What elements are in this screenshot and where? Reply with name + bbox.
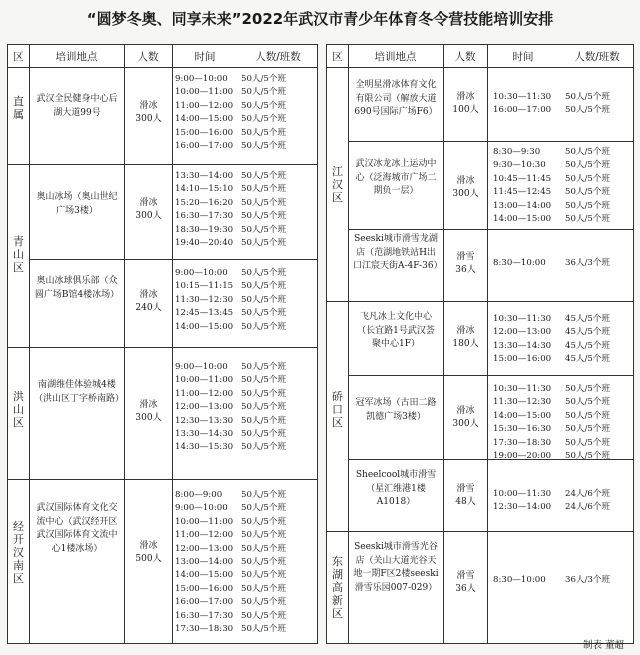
quota-value: 50人/5个班 — [241, 388, 287, 399]
quota-value: 50人/5个班 — [565, 384, 611, 394]
schedule-row — [493, 450, 610, 463]
schedule-row — [493, 437, 610, 450]
training-location: 飞凡冰上文化中心（长宜路1号武汉荟聚中心1F） — [357, 312, 435, 349]
time-slot: 8:30—9:30 — [493, 147, 541, 157]
time-slot: 9:00—10:00 — [175, 503, 228, 514]
time-slot: 12:30—14:00 — [493, 502, 552, 513]
page-title: “圆梦冬奥、同享未来”2022年武汉市青少年体育冬令营技能培训安排 — [86, 10, 554, 28]
quota-value: 50人/5个班 — [241, 557, 287, 568]
header-time: 时间 — [512, 51, 534, 63]
people-count: 500人 — [135, 554, 162, 564]
training-location: 南湖维佳体验城4楼（洪山区丁字桥南路） — [34, 380, 125, 404]
training-location: 奥山冰球俱乐部（众圆广场B馆4楼冰场） — [34, 276, 120, 300]
right-schedule-table — [326, 44, 634, 644]
schedule-row — [175, 401, 286, 414]
people-count: 36人 — [455, 265, 476, 275]
schedule-row — [175, 237, 286, 250]
schedule-row — [493, 396, 610, 409]
schedule-row — [175, 294, 286, 307]
schedule-row — [175, 569, 286, 582]
quota-value: 50人/5个班 — [241, 321, 287, 332]
schedule-row — [175, 73, 286, 86]
schedule-row — [175, 361, 286, 374]
time-slot: 11:45—12:45 — [493, 187, 552, 198]
schedule-rows — [493, 383, 610, 463]
schedule-row — [493, 313, 610, 326]
schedule-row — [493, 91, 610, 104]
schedule-row — [175, 428, 286, 441]
schedule-row — [493, 326, 610, 339]
schedule-row — [175, 170, 286, 183]
schedule-rows — [493, 488, 610, 515]
quota-value: 45人/5个班 — [565, 354, 611, 365]
quota-value: 50人/5个班 — [241, 197, 287, 208]
training-location: 武汉全民健身中心后湖大道99号 — [36, 94, 118, 118]
time-slot: 10:30—11:30 — [493, 92, 552, 102]
time-slot: 15:00—16:00 — [175, 127, 234, 138]
sport-type: 滑冰 — [139, 290, 158, 300]
quota-value: 45人/5个班 — [565, 340, 611, 351]
training-location: 奥山冰场（奥山世纪广场3楼） — [36, 192, 118, 216]
time-slot: 8:30—10:00 — [493, 258, 546, 268]
schedule-rows — [493, 257, 610, 270]
time-slot: 14:10—15:10 — [175, 184, 234, 195]
schedule-row — [493, 146, 610, 159]
table-header — [8, 45, 317, 68]
time-slot: 10:00—11:00 — [175, 516, 234, 527]
schedule-row — [493, 353, 610, 366]
schedule-row — [175, 502, 286, 515]
district-label: 经开汉南区 — [13, 520, 24, 585]
people-count: 300人 — [135, 413, 162, 423]
quota-value: 50人/5个班 — [241, 530, 287, 541]
time-slot: 15:00—16:00 — [175, 583, 234, 594]
schedule-row — [175, 388, 286, 401]
time-slot: 13:30—14:30 — [493, 340, 552, 351]
quota-value: 50人/5个班 — [241, 624, 287, 635]
training-location: Sheelcool城市滑雪（星汇维港1楼A1018） — [355, 470, 437, 507]
time-slot: 19:00—20:00 — [493, 451, 552, 462]
sport-type: 滑冰 — [139, 400, 158, 410]
schedule-row — [493, 383, 610, 396]
district-label: 洪山区 — [13, 390, 24, 429]
time-slot: 12:45—13:45 — [175, 308, 234, 319]
time-slot: 14:00—15:00 — [493, 410, 552, 421]
quota-value: 36人/3个班 — [565, 258, 611, 268]
schedule-row — [175, 374, 286, 387]
quota-value: 50人/5个班 — [241, 171, 287, 181]
quota-value: 50人/5个班 — [241, 268, 287, 278]
time-slot: 12:00—13:00 — [175, 543, 234, 554]
quota-value: 50人/5个班 — [241, 74, 287, 84]
quota-value: 50人/5个班 — [565, 397, 611, 408]
sport-type: 滑雪 — [456, 252, 475, 262]
quota-value: 50人/5个班 — [241, 294, 287, 305]
credit-footer: 制表 董超 — [582, 640, 624, 651]
time-slot: 12:00—13:00 — [175, 402, 234, 413]
people-count: 300人 — [135, 114, 162, 124]
schedule-row — [175, 224, 286, 237]
sport-type: 滑冰 — [456, 326, 475, 336]
schedule-row — [175, 516, 286, 529]
training-location: 全明星滑冰体育文化有限公司（解放大道690号国际广场F6） — [354, 80, 438, 117]
training-location: Seeski城市滑雪光谷店（关山大道光谷天地一期F区2楼seeski滑雪乐园007-029） — [353, 542, 439, 593]
header-district: 区 — [13, 51, 24, 63]
quota-value: 36人/3个班 — [565, 575, 611, 585]
schedule-row — [175, 307, 286, 320]
time-slot: 16:00—17:00 — [175, 597, 234, 608]
quota-value: 50人/5个班 — [241, 516, 287, 527]
schedule-rows — [493, 313, 610, 367]
people-count: 300人 — [135, 211, 162, 221]
schedule-rows — [175, 361, 286, 455]
time-slot: 13:00—14:00 — [175, 557, 234, 568]
quota-value: 50人/5个班 — [241, 100, 287, 111]
people-count: 48人 — [455, 497, 476, 507]
schedule-row — [175, 441, 286, 454]
header-time: 时间 — [194, 51, 216, 63]
people-count: 300人 — [452, 189, 479, 199]
schedule-row — [493, 340, 610, 353]
quota-value: 50人/5个班 — [241, 141, 287, 152]
time-slot: 9:00—10:00 — [175, 268, 228, 278]
time-slot: 11:00—12:00 — [175, 100, 234, 111]
quota-value: 50人/5个班 — [241, 402, 287, 413]
schedule-row — [175, 127, 286, 140]
schedule-row — [175, 556, 286, 569]
district-label: 江汉区 — [332, 165, 343, 204]
schedule-rows — [175, 73, 286, 153]
district-label: 东湖高新区 — [332, 555, 343, 620]
quota-value: 50人/5个班 — [241, 362, 287, 372]
sport-type: 滑冰 — [456, 92, 475, 102]
time-slot: 10:15—11:15 — [175, 281, 234, 292]
header-location: 培训地点 — [55, 51, 98, 63]
schedule-row — [493, 186, 610, 199]
schedule-rows — [175, 170, 286, 250]
time-slot: 16:30—17:30 — [175, 610, 234, 621]
header-quota: 人数/班数 — [574, 51, 620, 63]
time-slot: 9:30—10:30 — [493, 160, 546, 171]
header-people: 人数 — [454, 51, 476, 63]
time-slot: 14:00—15:00 — [175, 321, 234, 332]
district-label: 硚口区 — [332, 390, 343, 429]
time-slot: 16:00—17:00 — [175, 141, 234, 152]
time-slot: 11:00—12:00 — [175, 388, 234, 399]
quota-value: 50人/5个班 — [565, 451, 611, 462]
schedule-row — [493, 410, 610, 423]
quota-value: 50人/5个班 — [565, 147, 611, 157]
quota-value: 50人/5个班 — [241, 415, 287, 426]
training-location: 冠军冰场（古田二路凯德广场3楼） — [355, 398, 437, 422]
time-slot: 17:30—18:30 — [175, 624, 234, 635]
time-slot: 11:30—12:30 — [175, 294, 234, 305]
schedule-row — [175, 86, 286, 99]
quota-value: 50人/5个班 — [241, 375, 287, 386]
sport-type: 滑雪 — [456, 484, 475, 494]
schedule-rows — [175, 489, 286, 636]
schedule-row — [175, 197, 286, 210]
quota-value: 50人/5个班 — [565, 160, 611, 171]
quota-value: 50人/5个班 — [241, 308, 287, 319]
quota-value: 50人/5个班 — [241, 610, 287, 621]
quota-value: 50人/5个班 — [565, 105, 611, 116]
quota-value: 50人/5个班 — [241, 114, 287, 125]
time-slot: 15:20—16:20 — [175, 197, 234, 208]
sport-type: 滑冰 — [139, 541, 158, 551]
time-slot: 15:30—16:30 — [493, 424, 552, 435]
quota-value: 50人/5个班 — [241, 211, 287, 222]
sport-type: 滑冰 — [139, 198, 158, 208]
sport-type: 滑冰 — [456, 406, 475, 416]
time-slot: 13:30—14:30 — [175, 429, 234, 440]
time-slot: 14:00—15:00 — [175, 114, 234, 125]
quota-value: 50人/5个班 — [565, 187, 611, 198]
quota-value: 45人/5个班 — [565, 327, 611, 338]
quota-value: 50人/5个班 — [241, 503, 287, 514]
quota-value: 50人/5个班 — [241, 184, 287, 195]
sport-type: 滑冰 — [139, 101, 158, 111]
schedule-rows — [493, 574, 610, 587]
schedule-row — [175, 280, 286, 293]
time-slot: 8:00—9:00 — [175, 490, 223, 500]
schedule-row — [175, 596, 286, 609]
schedule-row — [175, 113, 286, 126]
quota-value: 24人/6个班 — [565, 489, 611, 499]
district-label: 直属 — [13, 95, 24, 121]
schedule-rows — [175, 267, 286, 334]
quota-value: 50人/5个班 — [565, 173, 611, 184]
time-slot: 10:00—11:30 — [493, 489, 552, 499]
quota-value: 50人/5个班 — [565, 200, 611, 211]
time-slot: 14:00—15:00 — [493, 214, 552, 225]
time-slot: 16:00—17:00 — [493, 105, 552, 116]
training-location: Seeski城市滑雪龙湖店（范湖地铁站H出口江宸天街A-4F-36） — [353, 234, 443, 271]
time-slot: 10:00—11:00 — [175, 87, 234, 98]
time-slot: 17:30—18:30 — [493, 437, 552, 448]
quota-value: 50人/5个班 — [241, 281, 287, 292]
quota-value: 50人/5个班 — [241, 224, 287, 235]
header-location: 培训地点 — [374, 51, 417, 63]
schedule-row — [175, 623, 286, 636]
time-slot: 13:30—14:00 — [175, 171, 234, 181]
header-people: 人数 — [137, 51, 159, 63]
quota-value: 50人/5个班 — [565, 410, 611, 421]
schedule-row — [175, 529, 286, 542]
training-location: 武汉国际体育文化交流中心（武汉经开区武汉国际体育文流中心1楼冰场） — [36, 503, 118, 554]
time-slot: 12:30—13:30 — [175, 415, 234, 426]
quota-value: 50人/5个班 — [241, 570, 287, 581]
quota-value: 50人/5个班 — [241, 583, 287, 594]
schedule-row — [175, 267, 286, 280]
schedule-rows — [493, 91, 610, 118]
quota-value: 50人/5个班 — [241, 442, 287, 453]
schedule-row — [493, 159, 610, 172]
time-slot: 9:00—10:00 — [175, 362, 228, 372]
schedule-row — [175, 543, 286, 556]
left-schedule-table — [7, 44, 318, 644]
schedule-row — [493, 574, 610, 587]
people-count: 240人 — [135, 303, 162, 313]
time-slot: 11:30—12:30 — [493, 397, 552, 408]
schedule-row — [493, 423, 610, 436]
schedule-row — [175, 183, 286, 196]
time-slot: 16:30—17:30 — [175, 211, 234, 222]
schedule-row — [175, 583, 286, 596]
header-district: 区 — [332, 51, 343, 63]
district-label: 青山区 — [13, 235, 24, 274]
time-slot: 10:00—11:00 — [175, 375, 234, 386]
header-quota: 人数/班数 — [255, 51, 301, 63]
people-count: 100人 — [452, 105, 479, 115]
quota-value: 50人/5个班 — [241, 490, 287, 500]
time-slot: 18:30—19:30 — [175, 224, 234, 235]
table-header — [327, 45, 633, 68]
schedule-row — [493, 257, 610, 270]
people-count: 300人 — [452, 419, 479, 429]
schedule-row — [175, 415, 286, 428]
time-slot: 15:00—16:00 — [493, 354, 552, 365]
time-slot: 14:30—15:30 — [175, 442, 234, 453]
schedule-row — [175, 489, 286, 502]
quota-value: 24人/6个班 — [565, 502, 611, 513]
schedule-row — [493, 200, 610, 213]
time-slot: 19:40—20:40 — [175, 238, 234, 249]
sport-type: 滑冰 — [456, 176, 475, 186]
quota-value: 50人/5个班 — [241, 127, 287, 138]
time-slot: 10:30—11:30 — [493, 384, 552, 394]
schedule-row — [493, 213, 610, 226]
time-slot: 11:00—12:00 — [175, 530, 234, 541]
schedule-row — [175, 321, 286, 334]
schedule-rows — [493, 146, 610, 226]
time-slot: 8:30—10:00 — [493, 575, 546, 585]
schedule-row — [493, 173, 610, 186]
schedule-row — [175, 610, 286, 623]
schedule-row — [175, 140, 286, 153]
quota-value: 50人/5个班 — [241, 87, 287, 98]
schedule-row — [493, 104, 610, 117]
quota-value: 50人/5个班 — [565, 92, 611, 102]
time-slot: 13:00—14:00 — [493, 200, 552, 211]
time-slot: 14:00—15:00 — [175, 570, 234, 581]
quota-value: 50人/5个班 — [241, 429, 287, 440]
quota-value: 50人/5个班 — [241, 597, 287, 608]
time-slot: 9:00—10:00 — [175, 74, 228, 84]
schedule-row — [493, 501, 610, 514]
time-slot: 12:00—13:00 — [493, 327, 552, 338]
quota-value: 50人/5个班 — [565, 437, 611, 448]
quota-value: 50人/5个班 — [241, 543, 287, 554]
time-slot: 10:30—11:30 — [493, 314, 552, 324]
quota-value: 45人/5个班 — [565, 314, 611, 324]
schedule-row — [175, 100, 286, 113]
quota-value: 50人/5个班 — [565, 214, 611, 225]
schedule-row — [175, 210, 286, 223]
people-count: 180人 — [452, 339, 479, 349]
quota-value: 50人/5个班 — [241, 238, 287, 249]
sport-type: 滑雪 — [456, 571, 475, 581]
schedule-row — [493, 488, 610, 501]
people-count: 36人 — [455, 584, 476, 594]
training-location: 武汉冰龙冰上运动中心（泛海城市广场二期负一层） — [355, 159, 437, 196]
time-slot: 10:45—11:45 — [493, 173, 552, 184]
quota-value: 50人/5个班 — [565, 424, 611, 435]
